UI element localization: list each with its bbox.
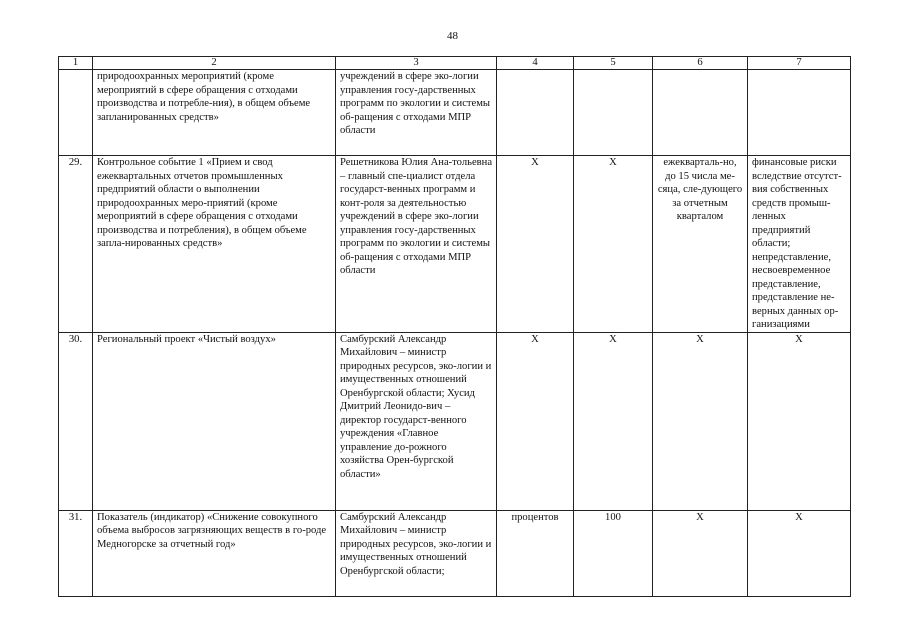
row-number: 31. bbox=[59, 510, 93, 596]
row-risks: X bbox=[748, 332, 851, 510]
indicator-table bbox=[58, 56, 851, 597]
row-deadline: X bbox=[653, 332, 748, 510]
header-cell: 3 bbox=[336, 57, 497, 70]
table-header-row bbox=[59, 57, 851, 70]
row-unit: X bbox=[497, 332, 574, 510]
row-value bbox=[574, 70, 653, 156]
row-deadline: X bbox=[653, 510, 748, 596]
row-unit: процентов bbox=[497, 510, 574, 596]
row-risks bbox=[748, 70, 851, 156]
page-number: 48 bbox=[447, 30, 458, 42]
header-cell: 1 bbox=[59, 57, 93, 70]
row-risks: финансовые риски вследствие отсутст-вия собственных средств промыш-ленных предприятий области; непредставление, несвоевременное представление, представление не-верных данных ор-ганизациями bbox=[748, 156, 851, 333]
header-cell: 6 bbox=[653, 57, 748, 70]
row-deadline bbox=[653, 70, 748, 156]
row-description: природоохранных мероприятий (кроме мероприятий в сфере обращения с отходами производства и потребле-ния), в общем объеме запланированных средств» bbox=[93, 70, 336, 156]
row-description: Показатель (индикатор) «Снижение совокупного объема выбросов загрязняющих веществ в го-роде Медногорске за отчетный год» bbox=[93, 510, 336, 596]
row-unit bbox=[497, 70, 574, 156]
row-number bbox=[59, 70, 93, 156]
row-value: X bbox=[574, 332, 653, 510]
row-responsible: Самбурский Александр Михайлович – министр природных ресурсов, эко-логии и имущественных отношений Оренбургской области; Хусид Дмитрий Леонидо-вич – директор государст-венного учреждения «Главное управление до-рожного хозяйства Орен-бургской области» bbox=[336, 332, 497, 510]
header-cell: 2 bbox=[93, 57, 336, 70]
row-deadline: ежекварталь-но, до 15 числа ме-сяца, сле-дующего за отчетным кварталом bbox=[653, 156, 748, 333]
row-value: 100 bbox=[574, 510, 653, 596]
header-cell: 7 bbox=[748, 57, 851, 70]
row-unit: X bbox=[497, 156, 574, 333]
row-number: 29. bbox=[59, 156, 93, 333]
row-description: Региональный проект «Чистый воздух» bbox=[93, 332, 336, 510]
row-responsible: учреждений в сфере эко-логии управления госу-дарственных программ по экологии и системы об-ращения с отходами МПР области bbox=[336, 70, 497, 156]
table-row bbox=[59, 510, 851, 596]
table-row bbox=[59, 70, 851, 156]
row-description: Контрольное событие 1 «Прием и свод ежеквартальных отчетов промышленных предприятий области о выполнении природоохранных меро-приятий (кроме мероприятий в сфере обращения с отходами производства и потребления), в общем объеме запла-нированных средств» bbox=[93, 156, 336, 333]
table-row bbox=[59, 156, 851, 333]
table-row bbox=[59, 332, 851, 510]
row-responsible: Решетникова Юлия Ана-тольевна – главный спе-циалист отдела государст-венных программ и конт-роля за деятельностью учреждений в сфере эко-логии управления госу-дарственных программ по экологии и системы об-ращения с отходами МПР области bbox=[336, 156, 497, 333]
header-cell: 4 bbox=[497, 57, 574, 70]
row-risks: X bbox=[748, 510, 851, 596]
row-responsible: Самбурский Александр Михайлович – министр природных ресурсов, эко-логии и имущественных отношений Оренбургской области; bbox=[336, 510, 497, 596]
row-number: 30. bbox=[59, 332, 93, 510]
row-value: X bbox=[574, 156, 653, 333]
header-cell: 5 bbox=[574, 57, 653, 70]
